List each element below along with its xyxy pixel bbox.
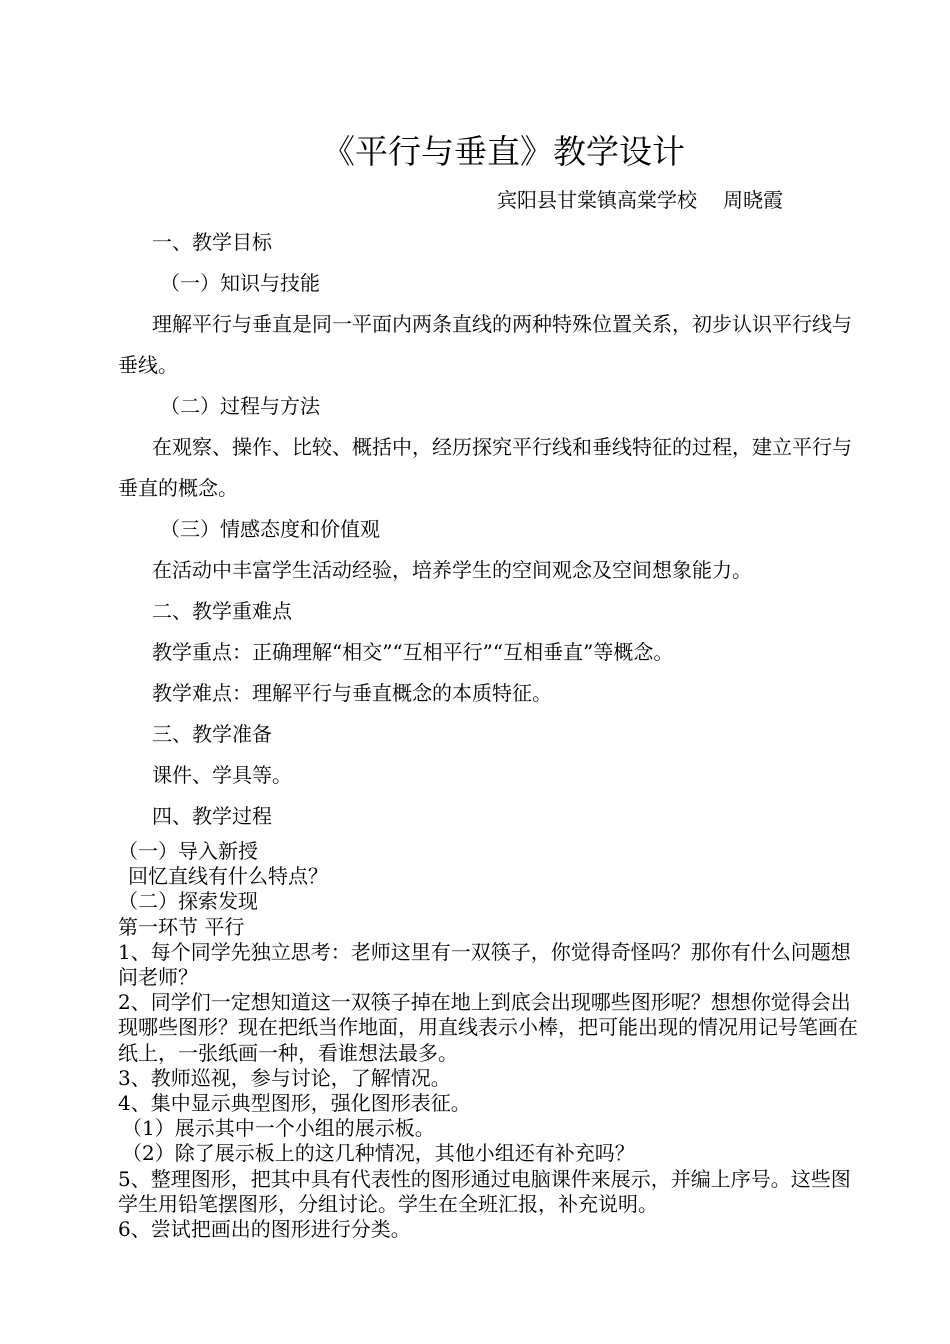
paragraph-difficulty: 教学难点：理解平行与垂直概念的本质特征。 <box>152 681 552 705</box>
author-line <box>497 186 783 214</box>
section-heading-objectives: 一、教学目标 <box>152 230 272 254</box>
paragraph-knowledge: 理解平行与垂直是同一平面内两条直线的两种特殊位置关系，初步认识平行线与垂线。 <box>118 312 852 377</box>
objectives-block <box>118 222 863 837</box>
paragraph-key-point: 教学重点：正确理解“相交”“互相平行”“互相垂直”等概念。 <box>152 640 674 664</box>
section-heading-keypoints: 二、教学重难点 <box>152 599 292 623</box>
author-school: 宾阳县甘棠镇高棠学校 <box>497 188 697 212</box>
paragraph-process: 在观察、操作、比较、概括中，经历探究平行线和垂线特征的过程，建立平行与垂直的概念。 <box>118 435 852 500</box>
process-subitem-2: （2）除了展示板上的这几种情况，其他小组还有补充吗？ <box>122 1141 635 1166</box>
process-intro-text: 回忆直线有什么特点？ <box>128 864 328 889</box>
process-block <box>118 839 863 1242</box>
paragraph-values: 在活动中丰富学生活动经验，培养学生的空间观念及空间想象能力。 <box>152 558 752 582</box>
process-explore-heading: （二）探索发现 <box>118 889 258 914</box>
paragraph-preparation: 课件、学具等。 <box>152 763 292 787</box>
process-item-1: 1、每个同学先独立思考：老师这里有一双筷子，你觉得奇怪吗？那你有什么问题想问老师？ <box>118 939 851 990</box>
section-heading-process: 四、教学过程 <box>152 804 272 828</box>
process-step-heading: 第一环节 平行 <box>118 914 245 939</box>
subheading-knowledge: （一）知识与技能 <box>160 271 320 295</box>
process-item-5: 5、整理图形，把其中具有代表性的图形通过电脑课件来展示，并编上序号。这些图学生用铅笔摆图形，分组讨论。学生在全班汇报，补充说明。 <box>118 1166 851 1216</box>
process-subitem-1: （1）展示其中一个小组的展示板。 <box>122 1116 435 1141</box>
process-item-3: 3、教师巡视，参与讨论，了解情况。 <box>118 1065 451 1090</box>
subheading-process: （二）过程与方法 <box>160 394 320 418</box>
subheading-values: （三）情感态度和价值观 <box>160 517 380 541</box>
section-heading-preparation: 三、教学准备 <box>152 722 272 746</box>
document-title: 《平行与垂直》教学设计 <box>322 132 685 171</box>
process-item-6: 6、尝试把画出的图形进行分类。 <box>118 1217 411 1242</box>
author-name: 周晓霞 <box>723 188 783 212</box>
process-item-2: 2、同学们一定想知道这一双筷子掉在地上到底会出现哪些图形呢？想想你觉得会出现哪些图形？现在把纸当作地面，用直线表示小棒，把可能出现的情况用记号笔画在纸上，一张纸画一种，看谁想法最多。 <box>118 990 858 1065</box>
process-item-4: 4、集中显示典型图形，强化图形表征。 <box>118 1091 471 1116</box>
process-intro-heading: （一）导入新授 <box>118 839 258 863</box>
